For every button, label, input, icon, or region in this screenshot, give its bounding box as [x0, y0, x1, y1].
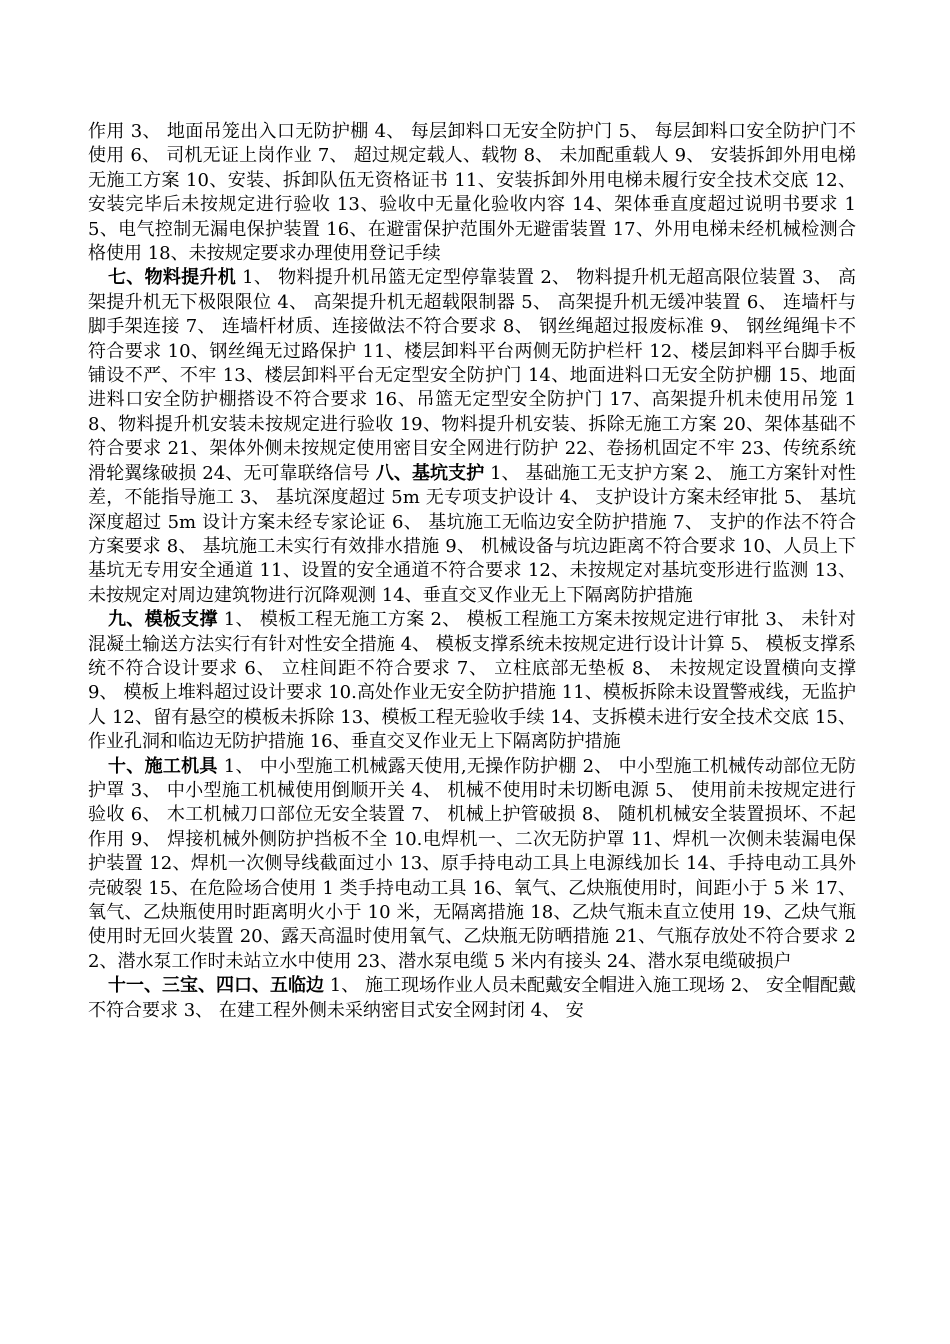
paragraph-material-hoist [88, 266, 856, 608]
paragraph-three-treasures [88, 974, 856, 1023]
paragraph-elevator-items [88, 120, 856, 266]
section-heading: 八、基坑支护 [375, 462, 485, 484]
section-heading: 九、模板支撑 [108, 609, 218, 631]
paragraph-text: 1、 施工现场作业人员未配戴安全帽进入施工现场 2、 安全帽配戴不符合要求 3、 在建工程外侧未采纳密目式安全网封闭 4、 安 [88, 975, 856, 1021]
paragraph-text: 1、 模板工程无施工方案 2、 模板工程施工方案未按规定进行审批 3、 未针对混凝土输送方法实行有针对性安全措施 4、 模板支撑系统未按规定进行设计计算 5、 模板支撑系统不符合设计要求 6、 立柱间距不符合要求 7、 立柱底部无垫板 8、 未按规定设置横向支撑 9、 模板上堆料超过设计要求 10.高处作业无安全防护措施 11、模板拆除未设置警戒线，无监护人 12、留有悬空的模板未拆除 13、模板工程无验收手续 14、支拆模未进行安全技术交底 15、作业孔洞和临边无防护措施 16、垂直交叉作业无上下隔离防护措施 [88, 609, 857, 753]
section-heading: 十、施工机具 [108, 755, 218, 777]
paragraph-text: 1、 中小型施工机械露天使用,无操作防护棚 2、 中小型施工机械传动部位无防护罩 3、 中小型施工机械使用倒顺开关 4、 机械不使用时未切断电源 5、 使用前未按规定进行验收 6、 木工机械刀口部位无安全装置 7、 机械上护管破损 8、 随机机械安全装置损坏、不起作用 9、 焊接机械外侧防护挡板不全 10.电焊机一、二次无防护罩 11、焊机一次侧未装漏电保护装置 12、焊机一次侧导线截面过小 13、原手持电动工具上电源线加长 14、手持电动工具外壳破裂 15、在危险场合使用 1 类手持电动工具 16、氧气、乙炔瓶使用时，间距小于 5 米 17、氧气、乙炔瓶使用时距离明火小于 10 米，无隔离措施 18、乙炔气瓶未直立使用 19、乙炔气瓶使用时无回火装置 20、露天高温时使用氧气、乙炔瓶无防晒措施 21、气瓶存放处不符合要求 22、潜水泵工作时未站立水中使用 23、潜水泵电缆 5 米内有接头 24、潜水泵电缆破损户 [88, 755, 856, 972]
paragraph-text: 作用 3、 地面吊笼出入口无防护棚 4、 每层卸料口无安全防护门 5、 每层卸料口安全防护门不使用 6、 司机无证上岗作业 7、 超过规定载人、载物 8、 未加配重载人 9、 安装拆卸外用电梯无施工方案 10、安装、拆卸队伍无资格证书 11、安装拆卸外用电梯未履行安全技术交底 12、安装完毕后未按规定进行验收 13、验收中无量化验收内容 14、架体垂直度超过说明书要求 15、电气控制无漏电保护装置 16、在避雷保护范围外无避雷装置 17、外用电梯未经机械检测合格使用 18、未按规定要求办理使用登记手续 [88, 121, 856, 265]
section-heading: 七、物料提升机 [108, 267, 237, 289]
paragraph-construction-tools [88, 755, 856, 975]
paragraph-formwork-support [88, 608, 856, 754]
document-page [88, 120, 856, 1023]
paragraph-text: 1、 物料提升机吊篮无定型停靠装置 2、 物料提升机无超高限位装置 3、 高架提升机无下极限限位 4、 高架提升机无超载限制器 5、 高架提升机无缓冲装置 6、 连墙杆与脚手架连接 7、 连墙杆材质、连接做法不符合要求 8、 钢丝绳超过报废标准 9、 钢丝绳绳卡不符合要求 10、钢丝绳无过路保护 11、楼层卸料平台两侧无防护栏杆 12、楼层卸料平台脚手板铺设不严、不牢 13、楼层卸料平台无定型安全防护门 14、地面进料口无安全防护棚 15、地面进料口安全防护棚搭设不符合要求 16、吊篮无定型安全防护门 17、高架提升机未使用吊笼 18、物料提升机安装未按规定进行验收 19、物料提升机安装、拆除无施工方案 20、架体基础不符合要求 21、架体外侧未按规定使用密目安全网进行防护 22、卷扬机固定不牢 23、传统系统滑轮翼缘破损 24、无可靠联络信号 [88, 267, 857, 484]
paragraph-text: 1、 基础施工无支护方案 2、 施工方案针对性差，不能指导施工 3、 基坑深度超过 5m 无专项支护设计 4、 支护设计方案未经审批 5、 基坑深度超过 5m 设计方案未经专家论证 6、 基坑施工无临边安全防护措施 7、 支护的作法不符合方案要求 8、 基坑施工未实行有效排水措施 9、 机械设备与坑边距离不符合要求 10、人员上下基坑无专用安全通道 11、设置的安全通道不符合要求 12、未按规定对基坑变形进行监测 13、未按规定对周边建筑物进行沉降观测 14、垂直交叉作业无上下隔离防护措施 [88, 462, 857, 606]
section-heading: 十一、三宝、四口、五临边 [108, 975, 325, 997]
